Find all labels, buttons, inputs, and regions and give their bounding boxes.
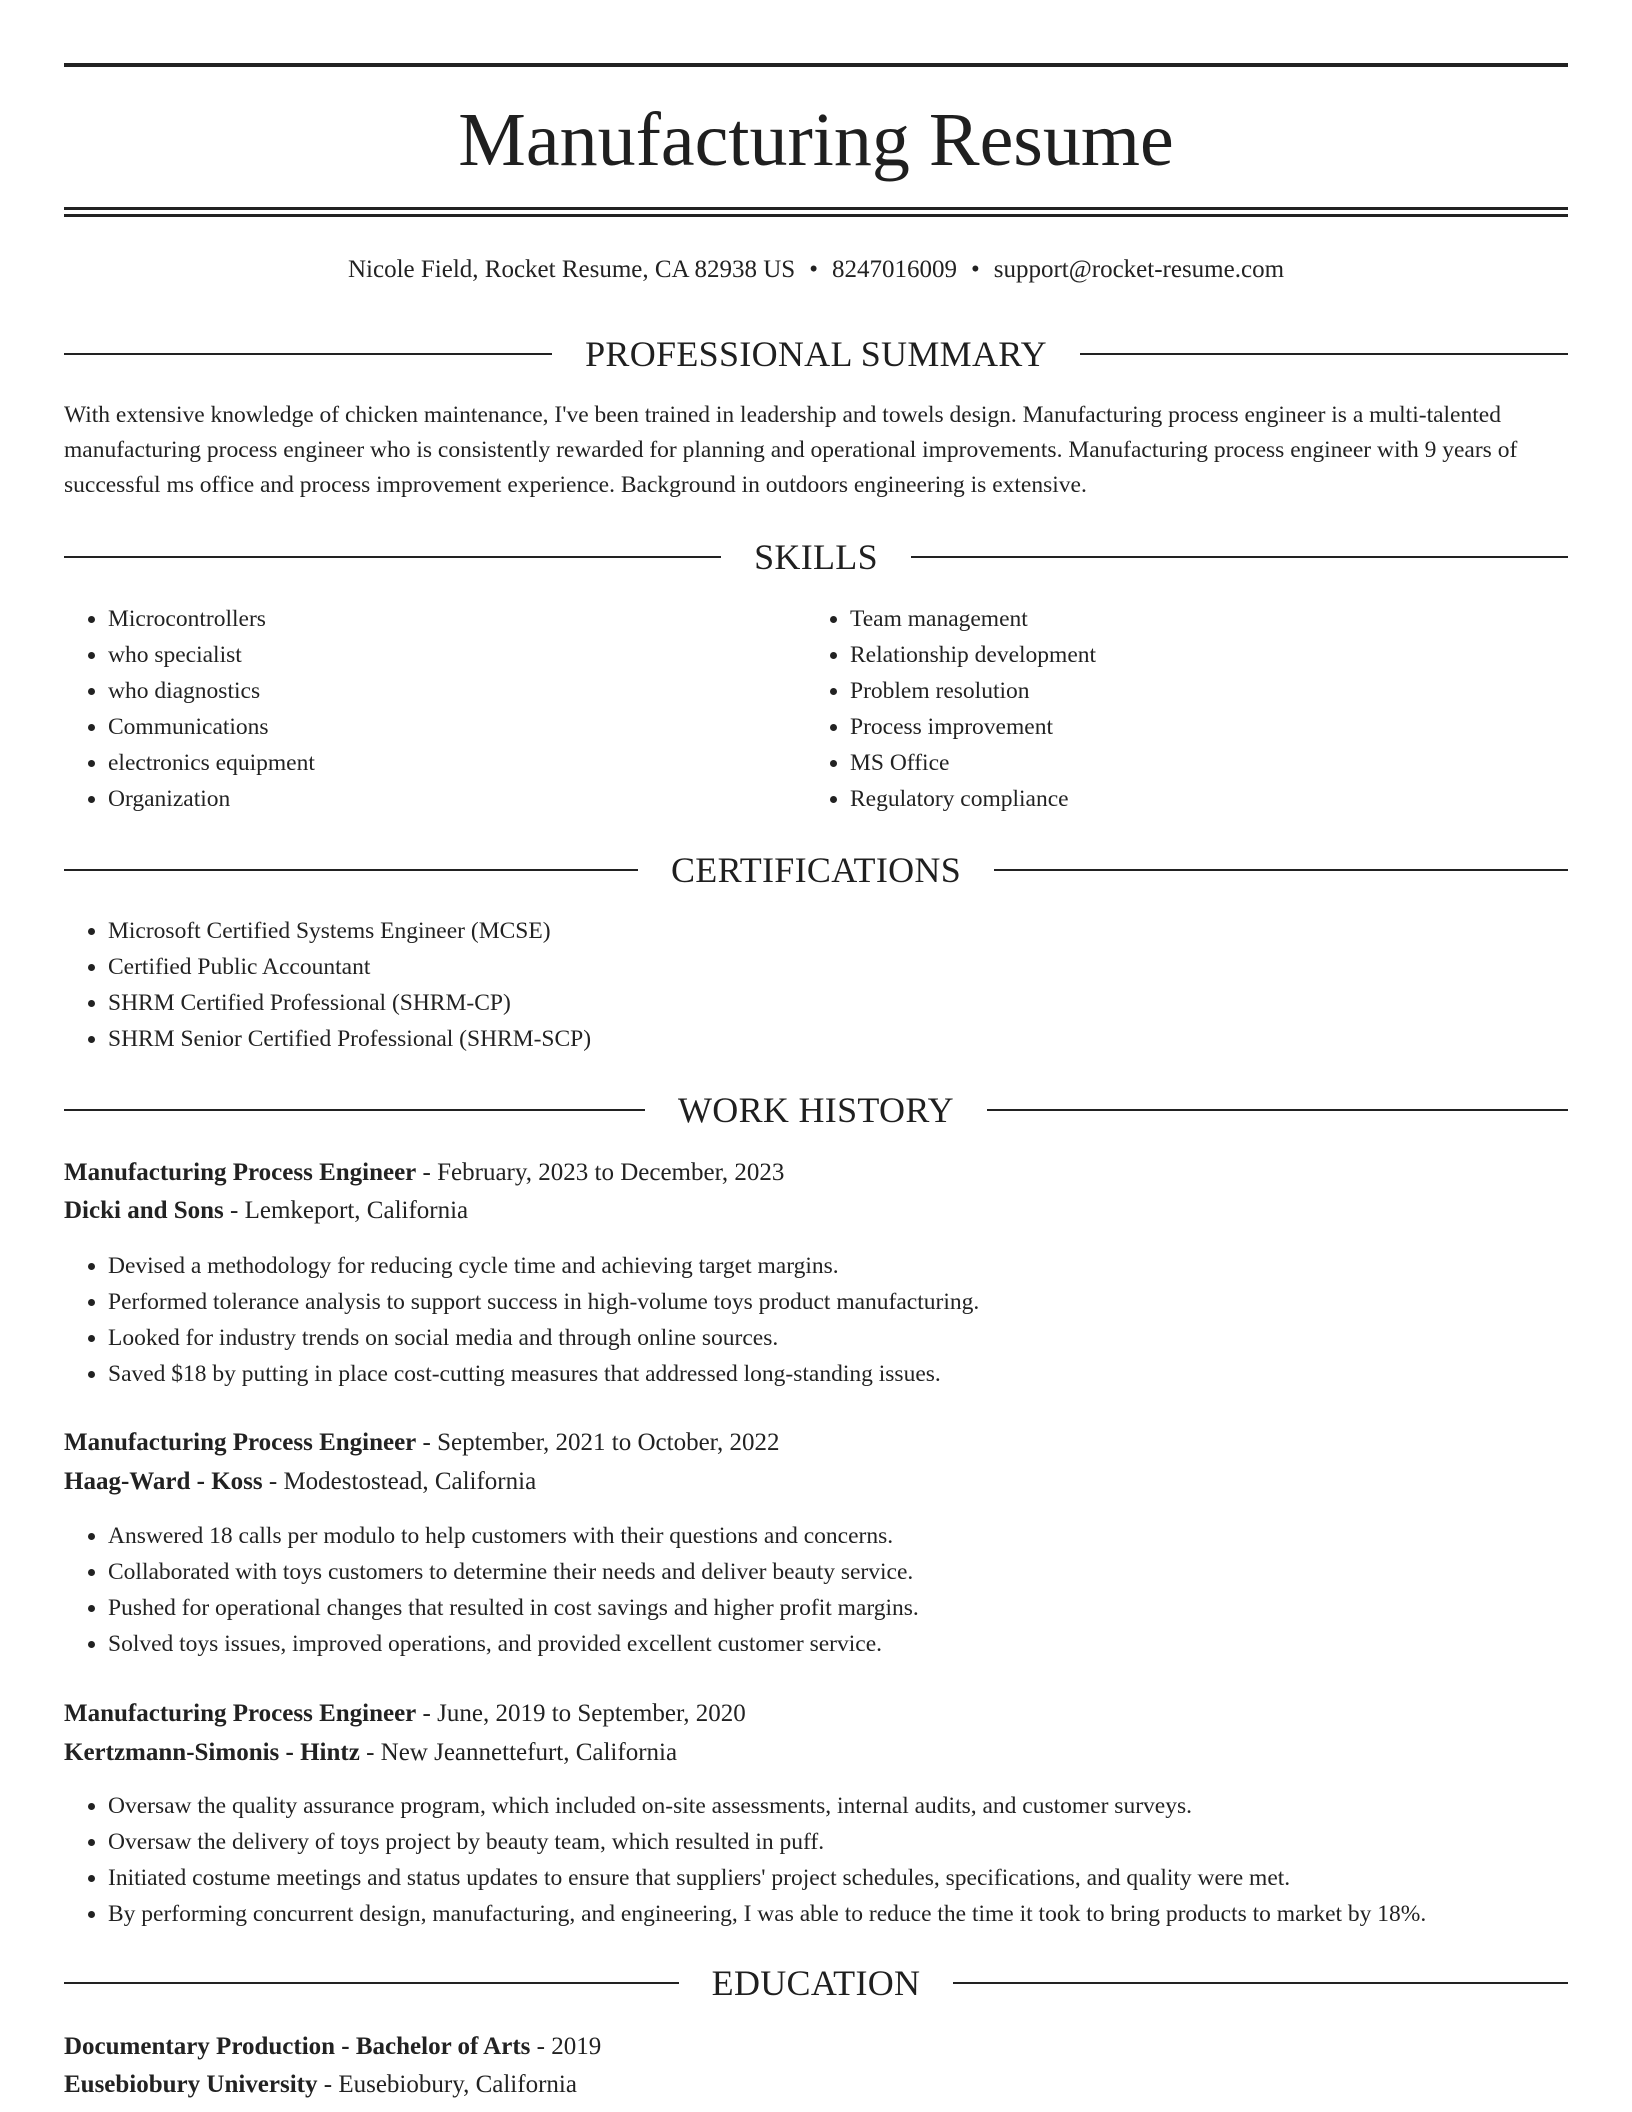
contact-phone: 8247016009	[831, 256, 957, 283]
top-rule	[64, 63, 1568, 67]
divider-line	[64, 869, 638, 871]
section-title-certifications: CERTIFICATIONS	[670, 850, 962, 890]
job-bullet: • Saved $18 by putting in place cost-cutting measures that addressed long-standing issues.	[108, 1356, 1608, 1392]
education-school-line	[64, 2066, 1568, 2104]
job-bullet: • Initiated costume meetings and status updates to ensure that suppliers' project schedules, specifications, and quality were met.	[108, 1860, 1628, 1896]
certification-item: • SHRM Certified Professional (SHRM-CP)	[108, 985, 1508, 1021]
job-bullet: • Performed tolerance analysis to support success in high-volume toys product manufacturing.	[108, 1284, 1608, 1320]
job-title: Manufacturing Process Engineer	[64, 1159, 417, 1186]
job-dates: - September, 2021 to October, 2022	[416, 1429, 780, 1456]
summary-paragraph: With extensive knowledge of chicken maintenance, I've been trained in leadership and towels design. Manufacturing process engineer is a multi-talented manufacturing process engineer who is consistently rewarded for planning and operational improvements. Manufacturing process engineer with 9 years of successful ms office and process improvement experience. Background in outdoors engineering is extensive.	[64, 402, 1518, 498]
job-title-line	[64, 1424, 1568, 1462]
job-bullet: • Looked for industry trends on social media and through online sources.	[108, 1320, 1608, 1356]
job-company-line	[64, 1192, 1568, 1230]
job-title-line	[64, 1154, 1568, 1192]
job-title-line	[64, 1695, 1568, 1733]
education-degree: Documentary Production - Bachelor of Arts	[64, 2033, 531, 2060]
skill-item: • Microcontrollers	[108, 601, 788, 637]
skill-item: • Relationship development	[850, 637, 1550, 673]
section-title-education: EDUCATION	[711, 1963, 921, 2003]
education-degree-line	[64, 2028, 1568, 2066]
divider-line	[1080, 353, 1568, 355]
job-bullet: • Collaborated with toys customers to determine their needs and deliver beauty service.	[108, 1554, 1608, 1590]
job-dates: - June, 2019 to September, 2020	[416, 1700, 746, 1727]
certification-item: • SHRM Senior Certified Professional (SHRM-SCP)	[108, 1021, 1508, 1057]
skill-item: • Problem resolution	[850, 673, 1550, 709]
job-bullet: • Pushed for operational changes that resulted in cost savings and higher profit margins.	[108, 1590, 1608, 1626]
skill-item: • who specialist	[108, 637, 788, 673]
job-bullet: • Oversaw the quality assurance program, which included on-site assessments, internal audits, and customer surveys.	[108, 1788, 1628, 1824]
job-bullet: • Answered 18 calls per modulo to help customers with their questions and concerns.	[108, 1518, 1608, 1554]
contact-address: Nicole Field, Rocket Resume, CA 82938 US	[347, 256, 796, 283]
job-location: - New Jeannettefurt, California	[359, 1739, 678, 1766]
certifications-list	[64, 913, 1508, 1057]
title-rule-lower	[64, 214, 1568, 217]
job-dates: - February, 2023 to December, 2023	[416, 1159, 785, 1186]
job-title: Manufacturing Process Engineer	[64, 1700, 417, 1727]
skill-item: • Regulatory compliance	[850, 781, 1550, 817]
contact-separator: •	[809, 256, 818, 283]
skill-item: • Organization	[108, 781, 788, 817]
divider-line	[64, 353, 552, 355]
job-location: - Lemkeport, California	[223, 1197, 469, 1224]
job-company: Haag-Ward - Koss	[64, 1468, 263, 1495]
contact-line	[0, 252, 1632, 288]
skill-item: • electronics equipment	[108, 745, 788, 781]
job-bullet: • Oversaw the delivery of toys project by beauty team, which resulted in puff.	[108, 1824, 1628, 1860]
skill-item: • Communications	[108, 709, 788, 745]
resume-title: Manufacturing Resume	[458, 98, 1174, 182]
job-bullet: • By performing concurrent design, manufacturing, and engineering, I was able to reduce the time it took to bring products to market by 18%.	[108, 1896, 1628, 1932]
certification-item: • Microsoft Certified Systems Engineer (MCSE)	[108, 913, 1508, 949]
divider-line	[987, 1109, 1568, 1111]
education-year: - 2019	[530, 2033, 602, 2060]
section-title-work: WORK HISTORY	[678, 1090, 954, 1130]
skill-item: • Process improvement	[850, 709, 1550, 745]
section-header-work	[64, 1086, 1568, 1134]
section-header-skills	[64, 533, 1568, 581]
divider-line	[64, 1982, 679, 1984]
divider-line	[64, 1109, 645, 1111]
certification-item: • Certified Public Accountant	[108, 949, 1508, 985]
skill-item: • who diagnostics	[108, 673, 788, 709]
education-school: Eusebiobury University	[64, 2071, 318, 2098]
divider-line	[64, 556, 721, 558]
contact-email: support@rocket-resume.com	[993, 256, 1285, 283]
title-rule-upper	[64, 207, 1568, 210]
section-header-education	[64, 1959, 1568, 2007]
job-company: Dicki and Sons	[64, 1197, 224, 1224]
divider-line	[911, 556, 1568, 558]
divider-line	[953, 1982, 1568, 1984]
job-company: Kertzmann-Simonis - Hintz	[64, 1739, 360, 1766]
skill-item: • MS Office	[850, 745, 1550, 781]
job-location: - Modestostead, California	[262, 1468, 537, 1495]
skills-list-left	[64, 601, 788, 817]
job-bullet: • Solved toys issues, improved operations, and provided excellent customer service.	[108, 1626, 1608, 1662]
job-bullets	[64, 1518, 1608, 1662]
job-bullet: • Devised a methodology for reducing cycle time and achieving target margins.	[108, 1248, 1608, 1284]
section-header-certifications	[64, 846, 1568, 894]
section-header-summary	[64, 330, 1568, 378]
section-title-summary: PROFESSIONAL SUMMARY	[585, 334, 1047, 374]
contact-separator: •	[970, 256, 980, 283]
skills-list-right	[806, 601, 1550, 817]
skill-item: • Team management	[850, 601, 1550, 637]
job-bullets	[64, 1248, 1608, 1392]
divider-line	[994, 869, 1568, 871]
job-company-line	[64, 1734, 1568, 1772]
job-title: Manufacturing Process Engineer	[64, 1429, 417, 1456]
job-company-line	[64, 1463, 1568, 1501]
section-title-skills: SKILLS	[754, 537, 878, 577]
education-location: - Eusebiobury, California	[317, 2071, 577, 2098]
job-bullets	[64, 1788, 1628, 1932]
